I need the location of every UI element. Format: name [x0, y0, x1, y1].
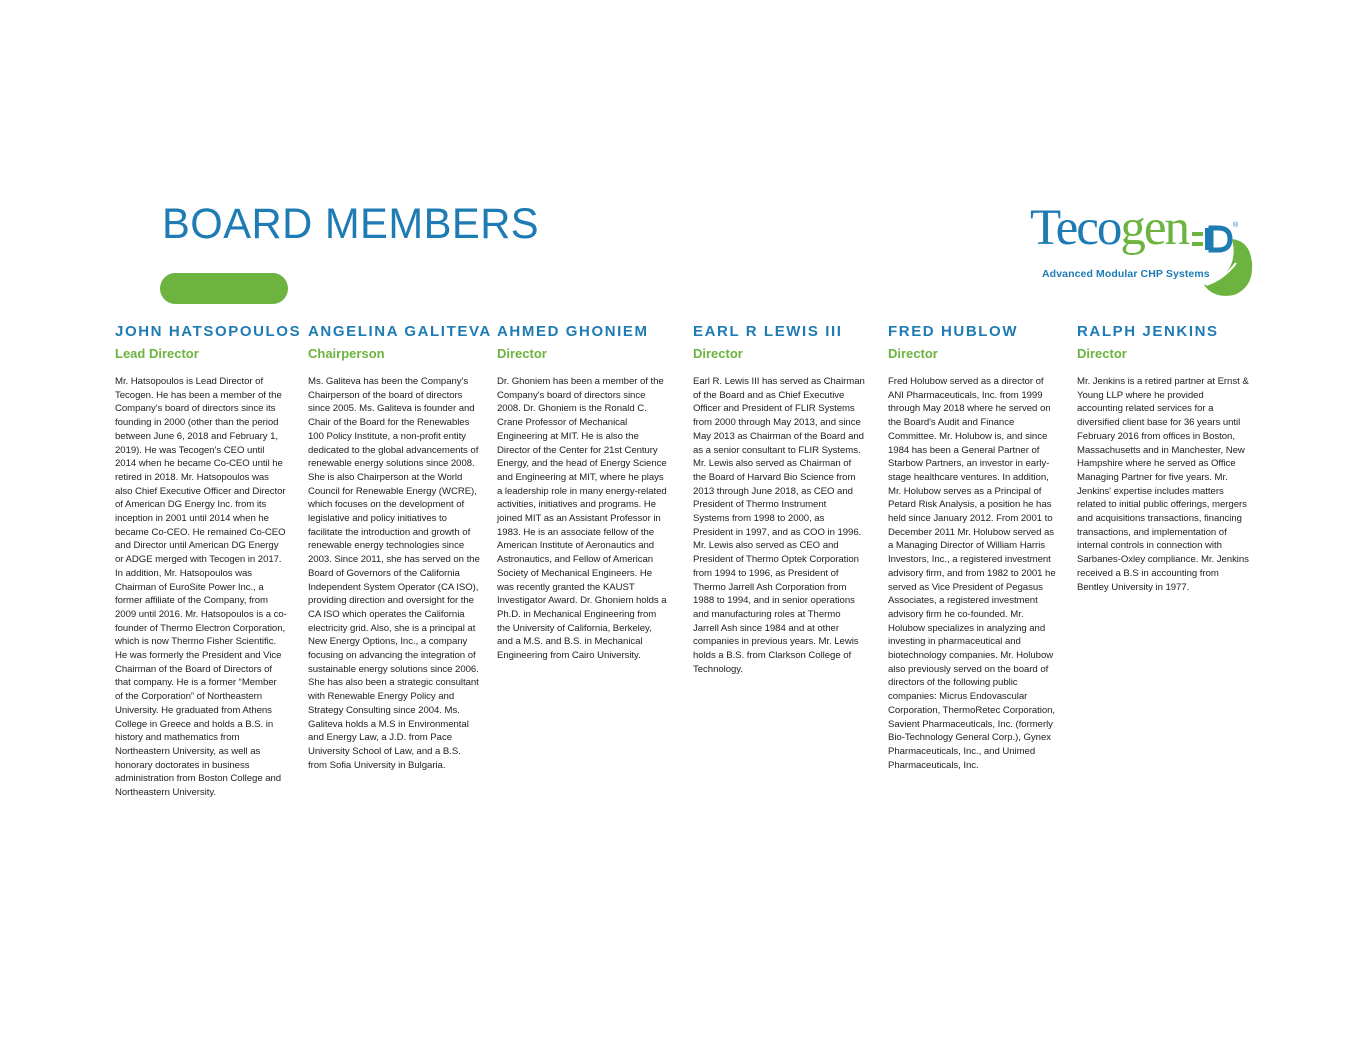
page-title: BOARD MEMBERS — [162, 200, 540, 248]
member-role: Director — [693, 346, 743, 361]
member-bio: Ms. Galiteva has been the Company's Chairperson of the board of directors since 2005. Ms. Galiteva is founder and Chair of the Board for the Renewables 100 Policy Institute, a non-profit entity dedicated to the global advancements of renewable energy solutions since 2008. She is also Chairperson at the World Council for Renewable Energy (WCRE), which focuses on the development of legislative and policy initiatives to facilitate the introduction and growth of renewable energy technologies since 2003. Since 2011, she has served on the Board of Governors of the California Independent System Operator (CA ISO), providing direction and oversight for the CA ISO which operates the California electricity grid. Also, she is a principal at New Energy Options, Inc., a company focusing on advancing the integration of sustainable energy solutions since 2006. She has also been a strategic consultant with Renewable Energy Policy and Strategy Consulting since 2004. Ms. Galiteva holds a M.S in Environmental and Energy Law, a J.D. from Pace University School of Law, and a B.S. from Sofia University in Bulgaria. — [308, 376, 480, 771]
member-role: Lead Director — [115, 346, 199, 361]
member-role: Chairperson — [308, 346, 385, 361]
member-bio: Dr. Ghoniem has been a member of the Company's board of directors since 2008. Dr. Ghoniem is the Ronald C. Crane Professor of Mechanical Engineering at MIT. He is also the Director of the Center for 21st Century Energy, and the head of Energy Science and Engineering at MIT, where he plays a leadership role in many energy-related activities, initiatives and programs. He joined MIT as an Assistant Professor in 1983. He is an associate fellow of the American Institute of Aeronautics and Astronautics, and Fellow of American Society of Mechanical Engineers. He was recently granted the KAUST Investigator Award. Dr. Ghoniem holds a Ph.D. in Mechanical Engineering from the University of California, Berkeley, and a M.S. and B.S. in Mechanical Engineering from Cairo University. — [497, 376, 667, 662]
member-name: EARL R LEWIS III — [693, 323, 843, 340]
board-member-card — [888, 323, 1060, 772]
member-bio: Fred Holubow served as a director of ANI Pharmaceuticals, Inc. from 1999 through May 2018 where he served on the Board's Audit and Finance Committee. Mr. Holubow is, and since 1984 has been a General Partner of Starbow Partners, an investor in early-stage healthcare ventures. In addition, Mr. Holubow serves as a Principal of Petard Risk Analysis, a position he has held since January 2012. From 2001 to December 2011 Mr. Holubow served as a Managing Director of William Harris Investors, Inc., a registered investment advisory firm, and from 1982 to 2001 he served as Vice President of Pegasus Associates, a registered investment advisory firm he co-founded. Mr. Holubow specializes in analyzing and investing in pharmaceutical and biotechnology companies. Mr. Holubow also previously served on the board of directors of the following public companies: Micrus Endovascular Corporation, ThermoRetec Corporation, Savient Pharmaceuticals, Inc. (formerly Bio-Technology General Corp.), Gynex Pharmaceuticals, Inc., and Unimed Pharmaceuticals, Inc. — [888, 376, 1056, 771]
board-member-card — [308, 323, 492, 772]
member-role: Director — [1077, 346, 1127, 361]
logo-word-blue: Teco — [1030, 200, 1121, 256]
member-bio: Earl R. Lewis III has served as Chairman of the Board and as Chief Executive Officer and President of FLIR Systems from 2000 through May 2013, and since May 2013 as Chairman of the Board and as a senior consultant to FLIR Systems. Mr. Lewis also served as Chairman of the Board of Harvard Bio Science from 2013 through June 2018, as CEO and President of Thermo Instrument Systems from 1998 to 2000, as President in 1997, and as COO in 1996. Mr. Lewis also served as CEO and President of Thermo Optek Corporation from 1994 to 1996, as President of Thermo Jarrell Ash Corporation from 1988 to 1994, and in senior operations and manufacturing roles at Thermo Jarrell Ash since 1984 and at other companies in previous years. Mr. Lewis holds a B.S. from Clarkson College of Technology. — [693, 376, 865, 675]
member-name: ANGELINA GALITEVA — [308, 323, 492, 340]
member-role: Director — [888, 346, 938, 361]
board-member-card — [497, 323, 669, 663]
member-name: RALPH JENKINS — [1077, 323, 1219, 340]
board-member-card — [115, 323, 302, 800]
member-name: JOHN HATSOPOULOS — [115, 323, 302, 340]
logo-word-green: gen — [1120, 200, 1189, 256]
plug-leaf-icon — [1192, 211, 1262, 301]
member-name: AHMED GHONIEM — [497, 323, 649, 340]
board-member-card — [693, 323, 865, 676]
accent-bar — [160, 273, 288, 304]
registered-mark: ® — [1233, 222, 1239, 229]
tecogen-logo — [1030, 200, 1270, 303]
member-bio: Mr. Hatsopoulos is Lead Director of Tecogen. He has been a member of the Company's board of directors since its founding in 2000 (other than the period between June 6, 2018 and February 1, 2019). He was Tecogen's CEO until 2014 when he became Co-CEO until he retired in 2018. Mr. Hatsopoulos was also Chief Executive Officer and Director of American DG Energy Inc. from its inception in 2001 until 2014 when he became Co-CEO. He remained Co-CEO and Director until American DG Energy or ADGE merged with Tecogen in 2017. In addition, Mr. Hatsopoulos was Chairman of EuroSite Power Inc., a former affiliate of the Company, from 2009 until 2016. Mr. Hatsopoulos is a co-founder of Thermo Electron Corporation, which is now Thermo Fisher Scientific. He was formerly the President and Vice Chairman of the Board of Directors of that company. He is a former “Member of the Corporation” of Northeastern University. He graduated from Athens College in Greece and holds a B.S. in history and mathematics from Northeastern University, as well as honorary doctorates in business administration from Boston College and Northeastern University. — [115, 376, 287, 799]
member-role: Director — [497, 346, 547, 361]
member-bio: Mr. Jenkins is a retired partner at Ernst & Young LLP where he provided accounting related services for a diversified client base for 36 years until February 2016 from offices in Boston, Massachusetts and in Manchester, New Hampshire where he served as Office Managing Partner for five years. Mr. Jenkins' expertise includes matters related to initial public offerings, mergers and acquisitions transactions, financing transactions, and implementation of internal controls in connection with Sarbanes-Oxley compliance. Mr. Jenkins received a B.S in accounting from Bentley University in 1977. — [1077, 376, 1249, 593]
member-name: FRED HUBLOW — [888, 323, 1019, 340]
board-member-card — [1077, 323, 1252, 594]
logo-wordmark — [1030, 200, 1189, 256]
logo-tagline: Advanced Modular CHP Systems — [1042, 268, 1210, 280]
